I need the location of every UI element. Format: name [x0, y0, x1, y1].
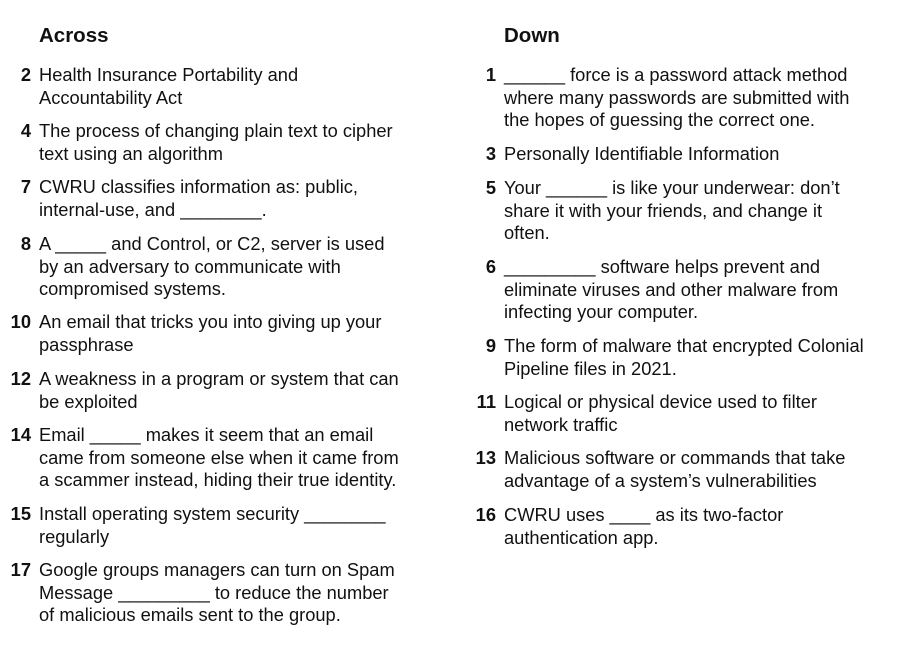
clue-line: Health Insurance Portability and: [39, 64, 299, 85]
clue-line: A weakness in a program or system that can: [39, 368, 399, 389]
clue-line: eliminate viruses and other malware from: [504, 278, 839, 300]
clue-line: The process of changing plain text to cipher: [39, 120, 393, 141]
clue-text: [39, 503, 459, 548]
clue-line: advantage of a system’s vulnerabilities: [504, 469, 817, 491]
clue-line: Message _________ to reduce the number: [39, 581, 389, 603]
clue-line: passphrase: [39, 333, 134, 355]
clue-number: 16: [475, 504, 496, 525]
clue-line: text using an algorithm: [39, 142, 223, 164]
clue-line: the hopes of guessing the correct one.: [504, 109, 815, 130]
clue-number: 1: [485, 64, 496, 85]
clue-line: regularly: [39, 525, 110, 547]
clue-number: 6: [485, 256, 496, 277]
clue-text: [504, 335, 910, 380]
clue-text: [39, 176, 459, 221]
clue-number: 14: [10, 424, 31, 445]
clue-number: 11: [476, 391, 496, 412]
clue-line: _________ software helps prevent and: [504, 256, 821, 277]
across-heading: Across: [39, 24, 109, 47]
clue-number: 2: [20, 64, 31, 85]
clue-line: where many passwords are submitted with: [504, 86, 850, 108]
clue-number: 17: [10, 559, 31, 580]
clue-number: 3: [485, 143, 496, 164]
clue-text: [39, 311, 459, 356]
clue-line: CWRU uses ____ as its two-factor: [504, 504, 784, 525]
clue-line: internal-use, and ________.: [39, 198, 267, 220]
down-heading: Down: [504, 24, 560, 47]
clue-text: [504, 64, 910, 132]
clue-line: Pipeline files in 2021.: [504, 357, 677, 379]
clue-line: Personally Identifiable Information: [504, 143, 780, 164]
clue-number: 9: [485, 335, 496, 356]
clue-text: [504, 504, 910, 549]
clue-line: share it with your friends, and change it: [504, 199, 823, 221]
clue-line: authentication app.: [504, 526, 659, 548]
clue-text: [39, 120, 459, 165]
clue-line: Email _____ makes it seem that an email: [39, 424, 374, 445]
clue-line: Google groups managers can turn on Spam: [39, 559, 395, 580]
clue-line: came from someone else when it came from: [39, 446, 399, 468]
clue-text: [39, 233, 459, 301]
clue-line: Install operating system security ________: [39, 503, 386, 524]
clue-line: of malicious emails sent to the group.: [39, 604, 341, 625]
clue-number: 7: [20, 176, 31, 197]
clue-number: 15: [10, 503, 31, 524]
clue-number: 4: [20, 120, 31, 141]
clue-text: [504, 256, 910, 324]
clue-line: A _____ and Control, or C2, server is used: [39, 233, 385, 254]
clue-text: [504, 447, 910, 492]
clue-line: by an adversary to communicate with: [39, 255, 341, 277]
clue-line: An email that tricks you into giving up your: [39, 311, 382, 332]
clue-text: [504, 143, 910, 166]
clue-line: be exploited: [39, 390, 138, 412]
clue-number: 10: [10, 311, 31, 332]
clue-line: Logical or physical device used to filter: [504, 391, 817, 412]
clue-line: network traffic: [504, 413, 618, 435]
clue-line: The form of malware that encrypted Colonial: [504, 335, 864, 356]
clue-number: 5: [485, 177, 496, 198]
clue-line: ______ force is a password attack method: [504, 64, 848, 85]
clue-line: infecting your computer.: [504, 301, 699, 322]
clue-line: compromised systems.: [39, 278, 226, 299]
clue-text: [504, 177, 910, 245]
clue-text: [39, 424, 459, 492]
clue-text: [39, 64, 459, 109]
clue-line: Malicious software or commands that take: [504, 447, 846, 468]
clue-text: [504, 391, 910, 436]
clue-number: 12: [10, 368, 31, 389]
clue-line: Your ______ is like your underwear: don’t: [504, 177, 840, 198]
clue-line: Accountability Act: [39, 86, 183, 108]
clue-line: often.: [504, 222, 550, 243]
clue-text: [39, 559, 459, 627]
clue-text: [39, 368, 459, 413]
clue-line: CWRU classifies information as: public,: [39, 176, 359, 197]
clue-number: 8: [20, 233, 31, 254]
clue-line: a scammer instead, hiding their true identity.: [39, 469, 397, 490]
clue-number: 13: [475, 447, 496, 468]
